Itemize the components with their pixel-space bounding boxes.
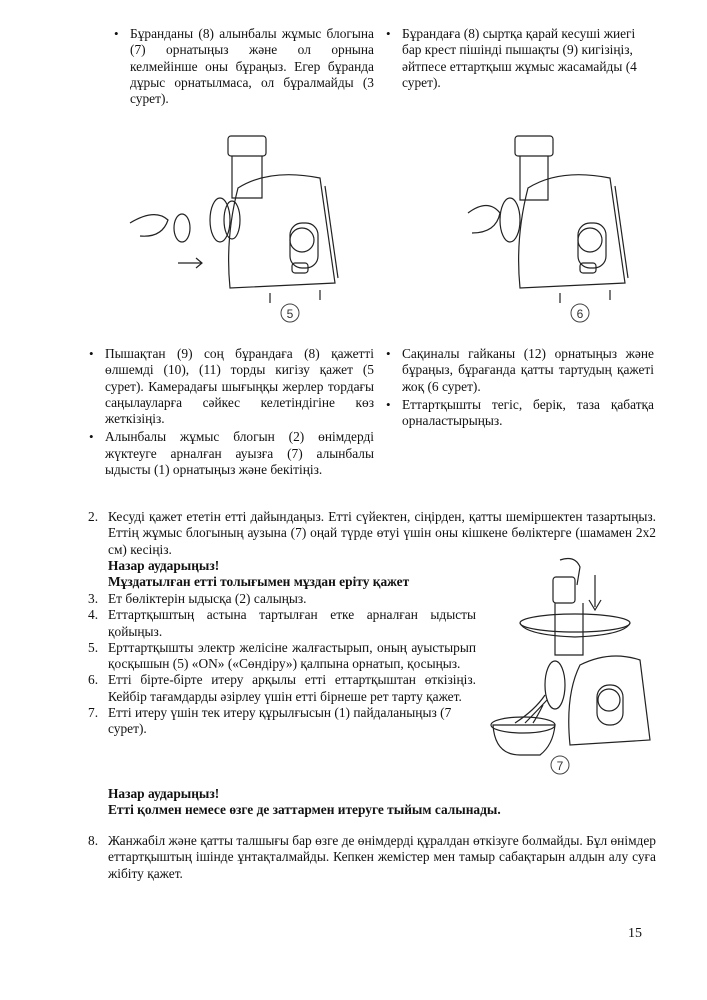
- figure-5-illustration: [120, 128, 350, 328]
- step-7: [88, 705, 476, 738]
- mid-right-column: [384, 346, 654, 431]
- step-text: Ет бөліктерін ыдысқа (2) салыңыз.: [108, 591, 307, 606]
- step-3: [88, 591, 476, 607]
- step-number: 4.: [88, 607, 99, 623]
- step-number: 6.: [88, 672, 99, 688]
- top-right-column: [384, 26, 646, 93]
- step-number: 2.: [88, 509, 99, 524]
- warning-2: [108, 786, 656, 819]
- warning-text: Мұздатылған етті толығымен мұздан еріту қажет: [108, 574, 410, 590]
- step-text: Кесуді қажет ететін етті дайындаңыз. Етті сүйектен, сіңірден, қатты шеміршектен тазартыңыз. Еттің жұмыс блогының аузына (7) оңай түрде өтуі үшін оны кішкене бөліктерге (шамамен 2x2 см) кесіңіз.: [108, 509, 656, 557]
- figure-6-illustration: [460, 128, 650, 328]
- step-number: 8.: [88, 833, 99, 848]
- steps-list: [88, 591, 476, 738]
- step-4: [88, 607, 476, 640]
- bullet-item: • Пышақтан (9) соң бұрандаға (8) қажетті өлшемді (10), (11) торды кигізу қажет (5 сурет). Камерадағы шығыңқы жерлер тордағы саңылауларға сәйкес келетіндігіне көз жеткізіңіз.: [87, 346, 374, 427]
- page-number: 15: [628, 926, 642, 941]
- figure-7-illustration: [485, 555, 660, 780]
- bullet-item: • Алынбалы жұмыс блогын (2) өнімдерді жүктеуге арналған ауызға (7) алынбалы ыдысты (1) орнатыңыз және бекітіңіз.: [87, 429, 374, 478]
- warning-title: Назар аударыңыз!: [108, 786, 220, 801]
- figure-7-label: 7: [556, 759, 564, 773]
- figure-5-label: 5: [286, 307, 294, 321]
- warning-text: Етті қолмен немесе өзге де заттармен итеруге тыйым салынады.: [108, 802, 501, 818]
- step-text: Жанжабіл және қатты талшығы бар өзге де өнімдерді құралдан өткізуге болмайды. Бұл өнімдер еттартқыштың ішінде ұнтақталмайды. Кепкен жемістер мен тамыр сабақтарын алдын алу суға жібіту қажет.: [108, 833, 656, 881]
- step-text: Етті итеру үшін тек итеру құрылғысын (1) пайдаланыңыз (7 сурет).: [108, 705, 452, 737]
- figure-6-label: 6: [576, 307, 584, 321]
- mid-left-column: [87, 346, 374, 480]
- bullet-item: • Сақиналы гайканы (12) орнатыңыз және бұраңыз, бұрағанда қатты тартудың қажеті жоқ (6 сурет).: [384, 346, 654, 395]
- step-number: 3.: [88, 591, 99, 606]
- step-text: Ерттартқышты электр желісіне жалғастырып, оның ауыстырып қосқышын (5) «ON» («Сөндіру») қалпына орнатып, қосыңыз.: [108, 639, 476, 672]
- bullet-item: • Еттартқышты тегіс, берік, таза қабатқа орналастырыңыз.: [384, 397, 654, 430]
- step-5: [88, 640, 476, 673]
- step-number: 5.: [88, 639, 99, 655]
- warning-title: Назар аударыңыз!: [108, 557, 220, 573]
- step-8: [88, 833, 656, 882]
- step-number: 7.: [88, 705, 99, 721]
- top-left-column: [112, 26, 374, 109]
- bullet-item: • Бұрандаға (8) сыртқа қарай кесуші жиегі бар крест пішінді пышақты (9) кигізіңіз, әйтпесе еттартқыш жұмыс жасамайды (4 сурет).: [384, 26, 646, 91]
- bullet-item: • Бұранданы (8) алынбалы жұмыс блогына (7) орнатыңыз және ол орнына келмейінше оны бұраңыз. Егер бұранда дұрыс орнатылмаса, ол бұралмайды (3 сурет).: [112, 26, 374, 107]
- step-text: Еттартқыштың астына тартылған етке арналған ыдысты қойыңыз.: [108, 607, 476, 639]
- step-text: Етті бірте-бірте итеру арқылы етті еттартқыштан өткізіңіз. Кейбір тағамдарды әзірлеу үшін етті бірнеше рет тарту қажет.: [108, 672, 476, 704]
- step-6: [88, 672, 476, 705]
